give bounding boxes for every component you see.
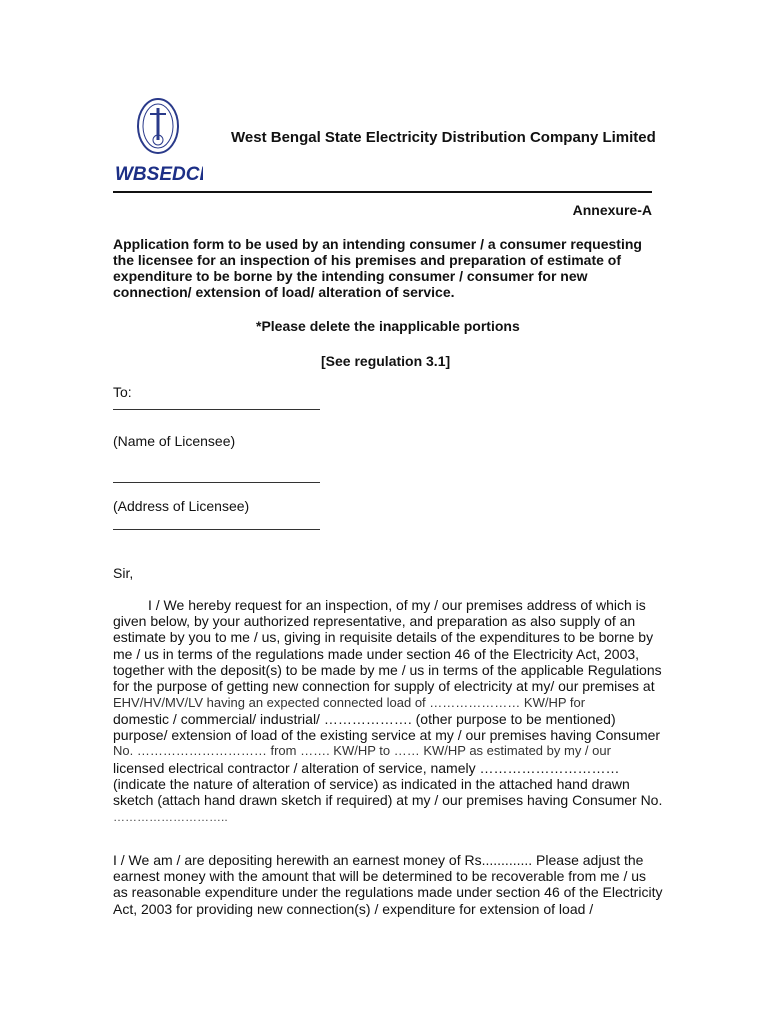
para1-line: me / us in terms of the regulations made under section 46 of the Electricity Act, 2003,: [113, 646, 640, 662]
salutation: Sir,: [113, 565, 134, 581]
para1-line: given below, by your authorized representative, and preparation as also supply of an: [113, 613, 636, 629]
svg-text:WBSEDCL: WBSEDCL: [115, 164, 203, 184]
para1-line: licensed electrical contractor / alteration of service, namely …………………………: [113, 760, 620, 776]
para2-line: I / We am / are depositing herewith an earnest money of Rs............. Please adjust the: [113, 852, 644, 868]
intro-line: the licensee for an inspection of his premises and preparation of estimate of: [113, 252, 622, 268]
para2-line: earnest money with the amount that will be determined to be recoverable from me / us: [113, 868, 647, 884]
para1-line: sketch (attach hand drawn sketch if required) at my / our premises having Consumer No.: [113, 792, 663, 808]
to-label: To:: [113, 384, 132, 400]
delete-note: *Please delete the inapplicable portions: [256, 318, 520, 334]
para2-line: Act, 2003 for providing new connection(s) / expenditure for extension of load /: [113, 901, 594, 917]
company-name: West Bengal State Electricity Distribution Company Limited: [231, 129, 656, 146]
intro-line: expenditure to be borne by the intending consumer / consumer for new: [113, 268, 588, 284]
intro-line: connection/ extension of load/ alteration of service.: [113, 284, 455, 300]
para1-line: No. ………………………… from ……. KW/HP to …… KW/HP as estimated by my / our: [113, 743, 611, 758]
para2-line: as reasonable expenditure under the regulations made under section 46 of the Electricity: [113, 884, 663, 900]
para1-line: domestic / commercial/ industrial/ ………………. (other purpose to be mentioned): [113, 711, 616, 727]
para1-line: together with the deposit(s) to be made by me / us in terms of the applicable Regulations: [113, 662, 662, 678]
annexure-label: Annexure-A: [572, 202, 652, 218]
para1-line: I / We hereby request for an inspection, of my / our premises address of which is: [148, 597, 646, 613]
licensee-name-blank: [113, 409, 320, 410]
para1-line: (indicate the nature of alteration of service) as indicated in the attached hand drawn: [113, 776, 630, 792]
regulation-ref: [See regulation 3.1]: [321, 353, 451, 369]
licensee-address-label: (Address of Licensee): [113, 498, 250, 514]
licensee-name-label: (Name of Licensee): [113, 433, 236, 449]
para1-line: for the purpose of getting new connection for supply of electricity at my/ our premises at: [113, 678, 655, 694]
para1-line: ………………………..: [113, 810, 228, 824]
para1-line: purpose/ extension of load of the existing service at my / our premises having Consumer: [113, 727, 661, 743]
para1-line: EHV/HV/MV/LV having an expected connected load of ………………… KW/HP for: [113, 695, 586, 710]
intro-line: Application form to be used by an intending consumer / a consumer requesting: [113, 236, 642, 252]
licensee-address-blank-1: [113, 482, 320, 483]
wbsedcl-logo: [113, 96, 203, 184]
header-divider: [113, 191, 652, 193]
licensee-address-blank-2: [113, 529, 320, 530]
para1-line: estimate by you to me / us, giving in requisite details of the expenditures to be borne by: [113, 629, 654, 645]
